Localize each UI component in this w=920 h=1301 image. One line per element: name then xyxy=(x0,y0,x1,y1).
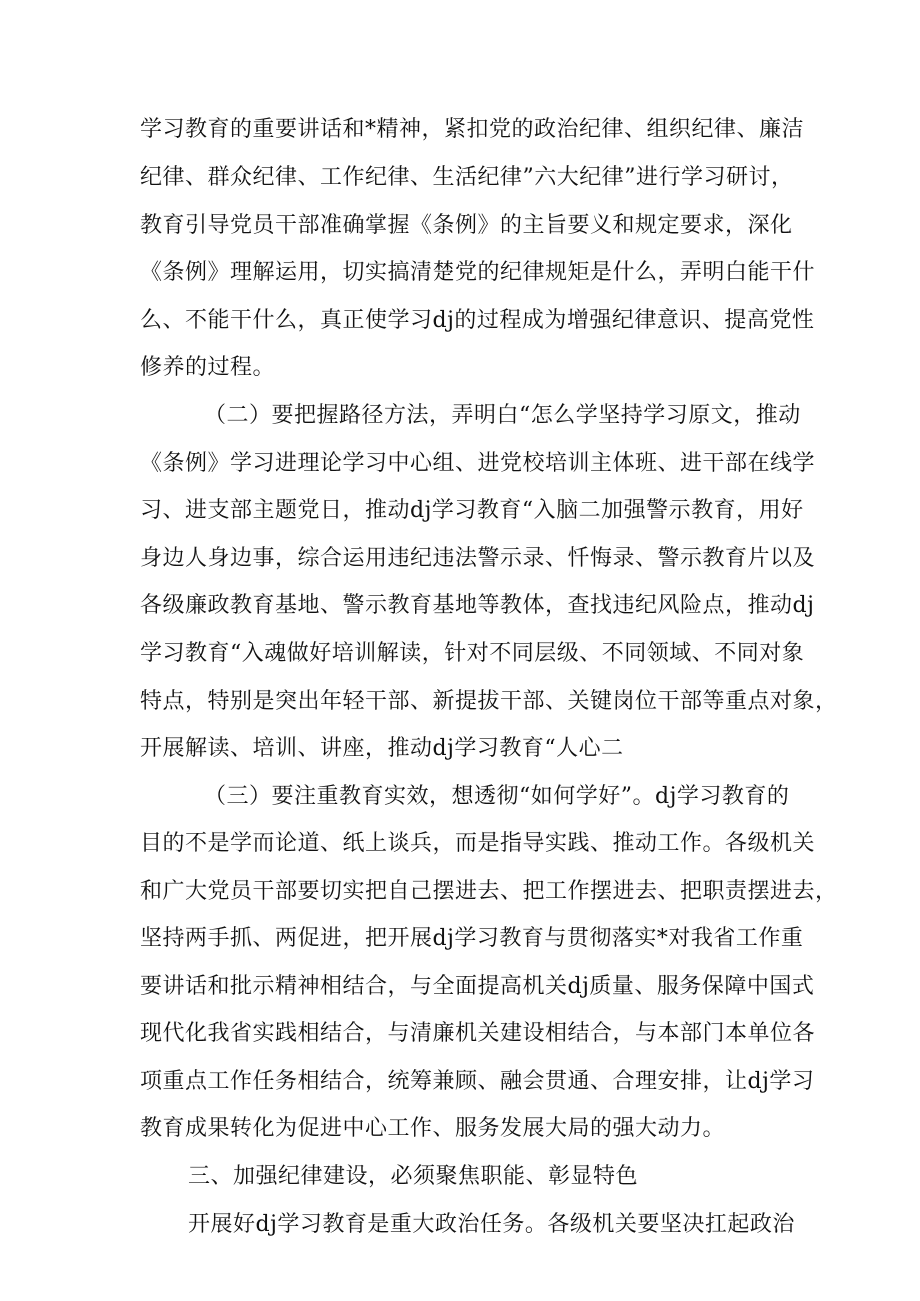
text-line: 和广大党员干部要切实把自己摆进去、把工作摆进去、把职责摆进去， xyxy=(140,879,838,904)
text-line: 开展好dj学习教育是重大政治任务。各级机关要坚决扛起政治 xyxy=(188,1212,795,1237)
text-line: 纪律、群众纪律、工作纪律、生活纪律”六大纪律”进行学习研讨， xyxy=(140,165,794,190)
text-line: 现代化我省实践相结合，与清廉机关建设相结合，与本部门本单位各 xyxy=(140,1021,816,1046)
text-line: （三）要注重教育实效，想透彻“如何学好”。dj学习教育的 xyxy=(204,784,790,809)
text-line: 要讲话和批示精神相结合，与全面提高机关dj质量、服务保障中国式 xyxy=(140,974,815,999)
text-line: （二）要把握路径方法，弄明白“怎么学坚持学习原文，推动 xyxy=(204,403,801,428)
text-line: 教育成果转化为促进中心工作、服务发展大局的强大动力。 xyxy=(140,1116,726,1141)
text-line: 目的不是学而论道、纸上谈兵，而是指导实践、推动工作。各级机关 xyxy=(140,831,816,856)
text-line: 学习教育的重要讲话和*精神，紧扣党的政治纪律、组织纪律、廉洁 xyxy=(140,117,805,142)
section-heading: 三、加强纪律建设，必须聚焦职能、彰显特色 xyxy=(188,1164,639,1189)
text-line: 项重点工作任务相结合，统筹兼顾、融会贯通、合理安排，让dj学习 xyxy=(140,1069,815,1094)
text-line: 《条例》学习进理论学习中心组、进党校培训主体班、进干部在线学 xyxy=(140,451,816,476)
text-line: 么、不能干什么，真正使学习dj的过程成为增强纪律意识、提高党性 xyxy=(140,308,815,333)
text-line: 特点，特别是突出年轻干部、新提拔干部、关键岗位干部等重点对象， xyxy=(140,689,838,714)
text-line: 习、进支部主题党日，推动dj学习教育“入脑二加强警示教育，用好 xyxy=(140,498,804,523)
text-line: 修养的过程。 xyxy=(140,355,276,380)
text-line: 《条例》理解运用，切实搞清楚党的纪律规矩是什么，弄明白能干什 xyxy=(140,260,816,285)
text-line: 教育引导党员干部准确掌握《条例》的主旨要义和规定要求，深化 xyxy=(140,213,793,238)
text-line: 学习教育“入魂做好培训解读，针对不同层级、不同领域、不同对象 xyxy=(140,641,805,666)
text-line: 身边人身边事，综合运用违纪违法警示录、忏悔录、警示教育片以及 xyxy=(140,546,816,571)
text-line: 坚持两手抓、两促进，把开展dj学习教育与贯彻落实*对我省工作重 xyxy=(140,926,804,951)
text-line: 各级廉政教育基地、警示教育基地等教体，查找违纪风险点，推动dj xyxy=(140,593,815,618)
text-line: 开展解读、培训、讲座，推动dj学习教育“人心二 xyxy=(140,736,624,761)
